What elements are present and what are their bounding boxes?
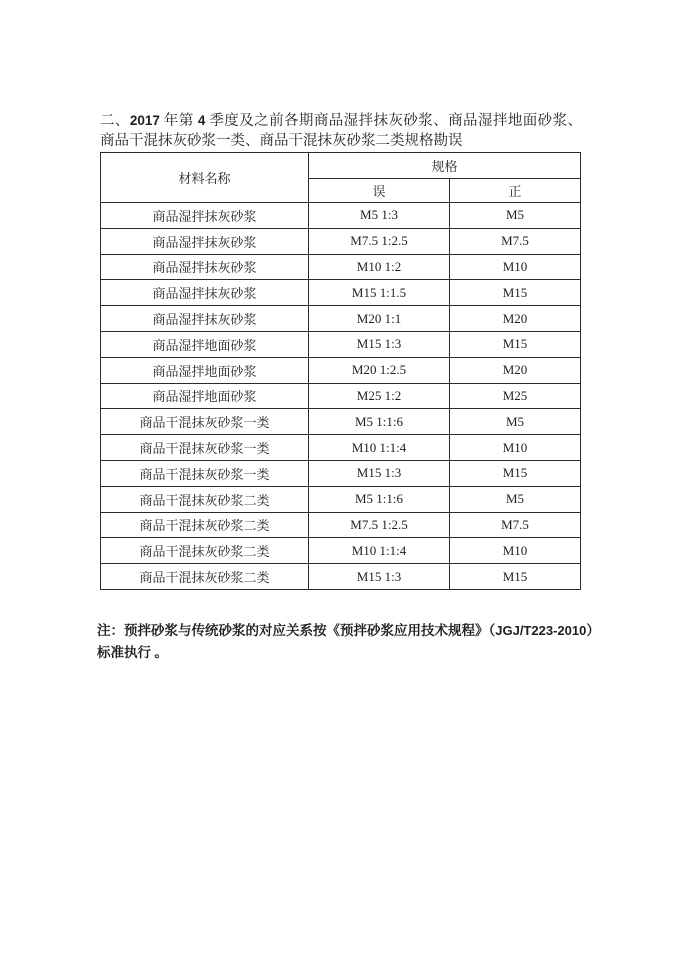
wrong-spec-cell: M25 1:2 — [309, 383, 450, 409]
table-row — [101, 512, 581, 538]
table-header — [101, 153, 581, 203]
table-row — [101, 280, 581, 306]
wrong-spec-cell: M10 1:2 — [309, 254, 450, 280]
correct-spec-cell: M25 — [450, 383, 581, 409]
table-row — [101, 383, 581, 409]
correct-spec-cell: M10 — [450, 435, 581, 461]
material-name-header: 材料名称 — [101, 153, 309, 203]
correct-spec-cell: M5 — [450, 409, 581, 435]
table-row — [101, 486, 581, 512]
material-cell: 商品湿拌地面砂浆 — [101, 383, 309, 409]
heading-prefix: 二、 — [100, 112, 130, 129]
material-cell: 商品湿拌抹灰砂浆 — [101, 203, 309, 229]
wrong-header: 误 — [309, 179, 450, 203]
table-body — [101, 203, 581, 590]
material-cell: 商品干混抹灰砂浆一类 — [101, 460, 309, 486]
correct-spec-cell: M20 — [450, 357, 581, 383]
table-row — [101, 331, 581, 357]
material-cell: 商品干混抹灰砂浆一类 — [101, 409, 309, 435]
correct-spec-cell: M15 — [450, 564, 581, 590]
heading-mid: 年第 — [159, 112, 198, 129]
correct-spec-cell: M10 — [450, 538, 581, 564]
wrong-spec-cell: M5 1:3 — [309, 203, 450, 229]
errata-table — [100, 152, 581, 590]
heading-quarter: 4 — [197, 112, 206, 128]
correct-spec-cell: M20 — [450, 306, 581, 332]
wrong-spec-cell: M15 1:3 — [309, 460, 450, 486]
heading-year: 2017 — [129, 112, 160, 128]
wrong-spec-cell: M10 1:1:4 — [309, 538, 450, 564]
correct-spec-cell: M5 — [450, 486, 581, 512]
correct-spec-cell: M10 — [450, 254, 581, 280]
wrong-spec-cell: M15 1:3 — [309, 331, 450, 357]
table-row — [101, 538, 581, 564]
correct-spec-cell: M7.5 — [450, 228, 581, 254]
heading-rest: 季度及之前各期商品湿拌抹灰砂浆、商品湿拌地面砂浆、商品干混抹灰砂浆一类、商品干混抹灰砂浆二类规格勘误 — [100, 112, 583, 149]
wrong-spec-cell: M5 1:1:6 — [309, 486, 450, 512]
table-row — [101, 228, 581, 254]
footnote-text-after: ）标准执行 。 — [97, 622, 594, 660]
section-heading — [100, 111, 582, 152]
wrong-spec-cell: M20 1:1 — [309, 306, 450, 332]
table-row — [101, 435, 581, 461]
wrong-spec-cell: M15 1:1.5 — [309, 280, 450, 306]
wrong-spec-cell: M20 1:2.5 — [309, 357, 450, 383]
correct-spec-cell: M5 — [450, 203, 581, 229]
table-row — [101, 564, 581, 590]
material-cell: 商品干混抹灰砂浆一类 — [101, 435, 309, 461]
material-cell: 商品湿拌抹灰砂浆 — [101, 228, 309, 254]
footnote — [97, 620, 597, 664]
wrong-spec-cell: M7.5 1:2.5 — [309, 512, 450, 538]
wrong-spec-cell: M10 1:1:4 — [309, 435, 450, 461]
table-row — [101, 409, 581, 435]
correct-spec-cell: M15 — [450, 460, 581, 486]
spec-header: 规格 — [309, 153, 581, 179]
table-row — [101, 357, 581, 383]
footnote-text-before: 注：预拌砂浆与传统砂浆的对应关系按《预拌砂浆应用技术规程》（ — [97, 622, 496, 638]
material-cell: 商品湿拌抹灰砂浆 — [101, 306, 309, 332]
wrong-spec-cell: M5 1:1:6 — [309, 409, 450, 435]
header-row-1 — [101, 153, 581, 179]
table-row — [101, 254, 581, 280]
correct-spec-cell: M15 — [450, 280, 581, 306]
material-cell: 商品湿拌地面砂浆 — [101, 331, 309, 357]
wrong-spec-cell: M7.5 1:2.5 — [309, 228, 450, 254]
material-cell: 商品干混抹灰砂浆二类 — [101, 564, 309, 590]
table-row — [101, 460, 581, 486]
correct-spec-cell: M7.5 — [450, 512, 581, 538]
material-cell: 商品干混抹灰砂浆二类 — [101, 512, 309, 538]
correct-spec-cell: M15 — [450, 331, 581, 357]
correct-header: 正 — [450, 179, 581, 203]
standard-code: JGJ/T223-2010 — [495, 622, 587, 638]
table-row — [101, 203, 581, 229]
material-cell: 商品干混抹灰砂浆二类 — [101, 486, 309, 512]
material-cell: 商品湿拌抹灰砂浆 — [101, 254, 309, 280]
material-cell: 商品湿拌地面砂浆 — [101, 357, 309, 383]
table-row — [101, 306, 581, 332]
material-cell: 商品干混抹灰砂浆二类 — [101, 538, 309, 564]
wrong-spec-cell: M15 1:3 — [309, 564, 450, 590]
material-cell: 商品湿拌抹灰砂浆 — [101, 280, 309, 306]
